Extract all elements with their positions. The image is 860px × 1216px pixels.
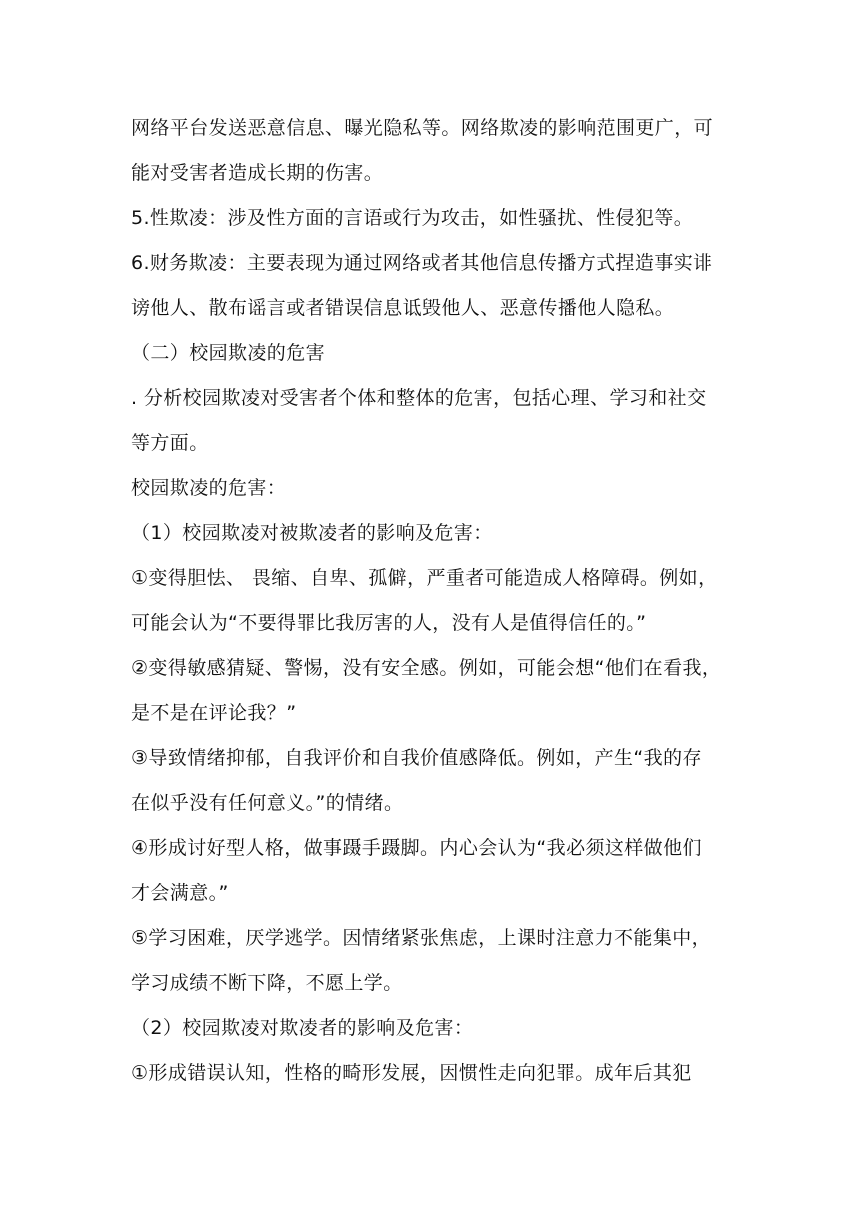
text-line: 可能会认为“不要得罪比我厉害的人，没有人是值得信任的。” [131, 612, 647, 634]
text-line: 能对受害者造成长期的伤害。 [131, 162, 384, 184]
text-line: 5.性欺凌：涉及性方面的言语或行为攻击，如性骚扰、性侵犯等。 [131, 207, 694, 229]
subsection-heading: （2）校园欺凌对欺凌者的影响及危害： [131, 1017, 474, 1039]
text-line: ①形成错误认知，性格的畸形发展，因惯性走向犯罪。成年后其犯 [131, 1062, 692, 1084]
subsection-heading: （1）校园欺凌对被欺凌者的影响及危害： [131, 522, 493, 544]
section-heading: （二）校园欺凌的危害 [131, 342, 326, 364]
text-line: 在似乎没有任何意义。”的情绪。 [131, 792, 404, 814]
text-line: 6.财务欺凌：主要表现为通过网络或者其他信息传播方式捏造事实诽 [131, 252, 713, 274]
text-line: 校园欺凌的危害： [131, 477, 287, 499]
text-line: 是不是在评论我？” [131, 702, 297, 724]
text-line: 学习成绩不断下降，不愿上学。 [131, 972, 403, 994]
text-line: 才会满意。” [131, 882, 229, 904]
text-line: ⑤学习困难，厌学逃学。因情绪紧张焦虑，上课时注意力不能集中， [131, 927, 712, 949]
text-line: 等方面。 [131, 432, 209, 454]
text-line: 网络平台发送恶意信息、曝光隐私等。网络欺凌的影响范围更广，可 [131, 117, 714, 139]
text-line: ②变得敏感猜疑、警惕，没有安全感。例如，可能会想“他们在看我， [131, 657, 722, 679]
text-line: ①变得胆怯、 畏缩、自卑、孤僻，严重者可能造成人格障碍。例如， [131, 567, 718, 589]
text-line: . 分析校园欺凌对受害者个体和整体的危害，包括心理、学习和社交 [131, 387, 707, 409]
text-line: ④形成讨好型人格，做事蹑手蹑脚。内心会认为“我必须这样做他们 [131, 837, 702, 859]
text-line: ③导致情绪抑郁，自我评价和自我价值感降低。例如，产生“我的存 [131, 747, 702, 769]
text-line: 谤他人、散布谣言或者错误信息诋毁他人、恶意传播他人隐私。 [131, 297, 675, 319]
